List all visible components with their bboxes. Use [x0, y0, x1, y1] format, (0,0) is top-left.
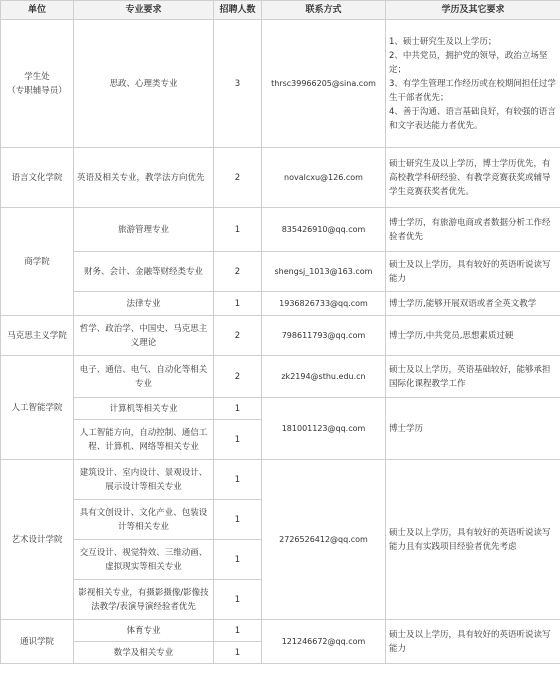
major-cell: 财务、会计、金融等财经类专业 — [74, 252, 214, 292]
contact-cell: 2726526412@qq.com — [262, 460, 386, 620]
unit-cell: 语言文化学院 — [1, 148, 74, 208]
major-cell: 具有文创设计、文化产业、包装设计等相关专业 — [74, 500, 214, 540]
contact-cell: novalcxu@126.com — [262, 148, 386, 208]
unit-cell: 艺术设计学院 — [1, 460, 74, 620]
unit-cell: 人工智能学院 — [1, 356, 74, 460]
major-cell: 建筑设计、室内设计、景观设计、展示设计等相关专业 — [74, 460, 214, 500]
count-cell: 1 — [214, 420, 262, 460]
count-cell: 2 — [214, 356, 262, 398]
major-cell: 数学及相关专业 — [74, 642, 214, 664]
contact-cell: 121246672@qq.com — [262, 620, 386, 664]
major-cell: 电子、通信、电气、自动化等相关专业 — [74, 356, 214, 398]
contact-cell: 798611793@qq.com — [262, 316, 386, 356]
table-row — [1, 316, 560, 356]
table-row — [1, 620, 560, 642]
requirements-cell: 硕士及以上学历，具有较好的英语听说读写能力且有实践项目经验者优先考虑 — [386, 460, 560, 620]
unit-cell: 通识学院 — [1, 620, 74, 664]
count-cell: 2 — [214, 316, 262, 356]
major-cell: 法律专业 — [74, 292, 214, 316]
header-count: 招聘人数 — [214, 1, 262, 20]
table-row — [1, 252, 560, 292]
count-cell: 1 — [214, 292, 262, 316]
header-major: 专业要求 — [74, 1, 214, 20]
table-row — [1, 20, 560, 148]
requirements-cell: 硕士及以上学历，英语基础较好，能够承担国际化课程教学工作 — [386, 356, 560, 398]
count-cell: 1 — [214, 540, 262, 580]
count-cell: 1 — [214, 398, 262, 420]
contact-cell: 181001123@qq.com — [262, 398, 386, 460]
header-contact: 联系方式 — [262, 1, 386, 20]
contact-cell: 835426910@qq.com — [262, 208, 386, 252]
requirements-cell: 博士学历 — [386, 398, 560, 460]
major-cell: 思政、心理类专业 — [74, 20, 214, 148]
contact-cell: 1936826733@qq.com — [262, 292, 386, 316]
header-requirements: 学历及其它要求 — [386, 1, 560, 20]
requirements-cell: 博士学历，有旅游电商或者数据分析工作经验者优先 — [386, 208, 560, 252]
table-row — [1, 208, 560, 252]
unit-cell: 马克思主义学院 — [1, 316, 74, 356]
count-cell: 2 — [214, 252, 262, 292]
count-cell: 2 — [214, 148, 262, 208]
major-cell: 英语及相关专业，教学法方向优先 — [74, 148, 214, 208]
table-row — [1, 356, 560, 398]
major-cell: 旅游管理专业 — [74, 208, 214, 252]
header-row — [1, 1, 560, 20]
count-cell: 1 — [214, 620, 262, 642]
contact-cell: thrsc39966205@sina.com — [262, 20, 386, 148]
count-cell: 1 — [214, 642, 262, 664]
major-cell: 体育专业 — [74, 620, 214, 642]
requirements-cell: 1、硕士研究生及以上学历； 2、中共党员，拥护党的领导，政治立场坚定； 3、有学生管理工作经历或在校期间担任过学生干部者优先； 4、善于沟通、语言基础良好，有较强的语言和文字表达能力者优先。 — [386, 20, 560, 148]
major-cell: 交互设计、视觉特效、三维动画、虚拟现实等相关专业 — [74, 540, 214, 580]
requirements-cell: 硕士研究生及以上学历，博士学历优先，有高校教学科研经验、有教学竞赛获奖或辅导学生竞赛获奖者优先。 — [386, 148, 560, 208]
table-row — [1, 460, 560, 500]
major-cell: 哲学、政治学、中国史、马克思主义理论 — [74, 316, 214, 356]
contact-cell: shengsj_1013@163.com — [262, 252, 386, 292]
table-row — [1, 148, 560, 208]
requirements-cell: 博士学历,中共党员,思想素质过硬 — [386, 316, 560, 356]
count-cell: 1 — [214, 208, 262, 252]
contact-cell: zk2194@sthu.edu.cn — [262, 356, 386, 398]
requirements-cell: 硕士及以上学历，具有较好的英语听说读写能力 — [386, 252, 560, 292]
header-unit: 单位 — [1, 1, 74, 20]
count-cell: 1 — [214, 460, 262, 500]
count-cell: 1 — [214, 500, 262, 540]
count-cell: 3 — [214, 20, 262, 148]
requirements-cell: 硕士及以上学历，具有较好的英语听说读写能力 — [386, 620, 560, 664]
count-cell: 1 — [214, 580, 262, 620]
major-cell: 影视相关专业，有摄影摄像/影像技法教学/表演导演经验者优先 — [74, 580, 214, 620]
unit-cell: 商学院 — [1, 208, 74, 316]
major-cell: 计算机等相关专业 — [74, 398, 214, 420]
major-cell: 人工智能方向，自动控制、通信工程、计算机、网络等相关专业 — [74, 420, 214, 460]
requirements-cell: 博士学历,能够开展双语或者全英文教学 — [386, 292, 560, 316]
unit-cell: 学生处 （专职辅导员） — [1, 20, 74, 148]
table-row — [1, 292, 560, 316]
table-row — [1, 398, 560, 420]
